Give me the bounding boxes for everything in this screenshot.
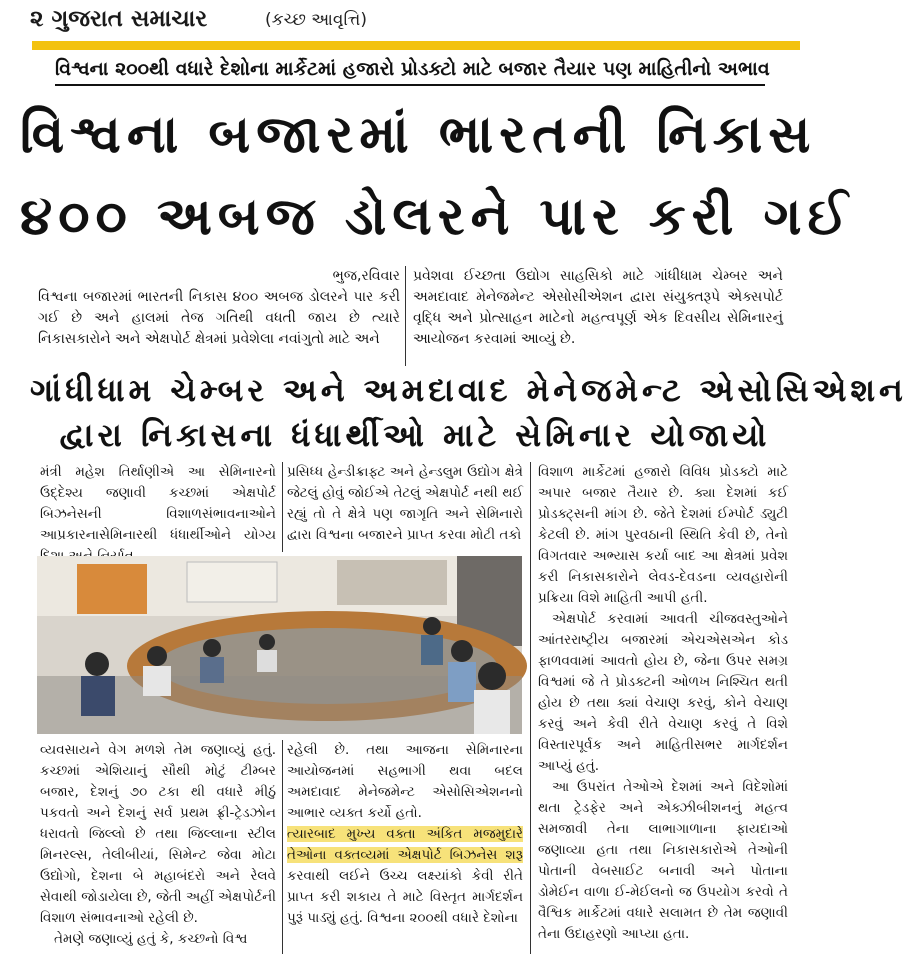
highlighted-text: ત્યારબાદ મુખ્ય વક્તા અંકિત મજમુદારે તેઓના વક્તવ્યમાં એક્ષપોર્ટ બિઝનેસ શરૂ bbox=[287, 826, 523, 863]
page-title: ૨ ગુજરાત સમાચાર bbox=[30, 6, 208, 32]
masthead bbox=[0, 0, 800, 40]
column-divider bbox=[282, 740, 283, 954]
body-col2-top: પ્રસિધ્ધ હેન્ડીક્રાફ્ટ અને હેન્ડલુમ ઉદ્યોગ ક્ષેત્રે જેટલું હોવું જોઈએ તેટલું એક્ષપોર્ટ નથી થઈ રહ્યું તો તે ક્ષેત્રે પણ જાગૃતિ અને સેમિનારો દ્વારા વિશ્વના બજારને પ્રાપ્ત કરવા મોટી તકો bbox=[287, 464, 523, 543]
column-divider bbox=[405, 266, 406, 366]
body-col3 bbox=[538, 462, 788, 954]
dateline: ભુજ,રવિવાર bbox=[332, 268, 400, 284]
seminar-photo bbox=[37, 556, 522, 734]
headline-line-2: ૪૦૦ અબજ ડોલરને પાર કરી ગઈ bbox=[20, 187, 854, 247]
intro-right: પ્રવેશવા ઈચ્છતા ઉદ્યોગ સાહસિકો માટે ગાંધીધામ ચેમ્બર અને અમદાવાદ મેનેજમેન્ટ એસોસીએશન દ્વારા સંયુક્તરૂપે એક્સપોર્ટ વૃદ્ધિ અને પ્રોત્સાહન માટેનો મહત્વપૂર્ણ એક દિવસીય સેમિનારનું આયોજન કરવામાં આવ્યું છે. bbox=[413, 268, 783, 347]
seminar-photo-illustration bbox=[37, 556, 522, 734]
body-col3-para-1: વિશાળ માર્કેટમાં હજારો વિવિધ પ્રોડક્ટો માટે અપાર બજાર તૈયાર છે. ક્યા દેશમાં કઈ પ્રોડક્ટ્સની માંગ છે. જેતે દેશમાં ઈમ્પોર્ટ ડ્યુટી કેટલી છે. માંગ પુરવઠાની સ્થિતિ કેવી છે, તેનો વિગતવાર અભ્યાસ કર્યા બાદ આ ક્ષેત્રમાં પ્રવેશ કરી નિકાસકારોને લેવડ-દેવડના વ્યવહારોની પ્રક્રિયા વિશે માહિતી આપી હતી. bbox=[538, 464, 788, 606]
edition-label: (કચ્છ આવૃત્તિ) bbox=[265, 10, 367, 30]
column-divider bbox=[530, 462, 531, 954]
body-col3-para-2: એક્ષપોર્ટ કરવામાં આવતી ચીજવસ્તુઓને આંતરરાષ્ટ્રીય બજારમાં એચએસએન કોડ ફાળવવામાં આવતો હોય છે, જેના ઉપર સમગ્ર વિશ્વમાં જે તે પ્રોડક્ટની ઓળખ નિશ્ચિત થતી હોય છે તથા ક્યાં વેચાણ કરવું, કોને વેચાણ કરવું અને કેવી રીતે વેચાણ કરવું તે વિશે વિસ્તારપૂર્વક અને માહિતીસભર માર્ગદર્શન આપ્યું હતું. bbox=[538, 611, 788, 774]
body-col1-para-2: તેમણે જણાવ્યું હતું કે, કચ્છનો વિશ્વ bbox=[54, 931, 248, 947]
column-divider bbox=[282, 462, 283, 552]
intro-left-text: વિશ્વના બજારમાં ભારતની નિકાસ ૪૦૦ અબજ ડોલરને પાર કરી ગઈ છે અને હાલમાં તેજ ગતિથી વધતી જાય છે ત્યારે નિકાસકારોને અને એક્ષપોર્ટ ક્ષેત્રમાં પ્રવેશેલા નવાંગુતો માટે અને bbox=[38, 289, 400, 347]
body-col1-para-1: વ્યવસાયને વેગ મળશે તેમ જણાવ્યું હતું. કચ્છમાં એશિયાનું સૌથી મોટું ટીમ્બર બજાર, દેશનું ૭૦ ટકા થી વધારે મીઠું પકવતો અને દેશનું સર્વ પ્રથમ ફ્રી-ટ્રેડઝોન ધરાવતો જિલ્લો છે તથા જિલ્લાના સ્ટીલ મિનરલ્સ, તેલીબીયાં, સિમેન્ટ જેવા મોટા ઉદ્યોગો, દેશના બે મહાબંદરો અને રેલવે સેવાથી જોડાયેલા છે, જેતી અહીં એક્ષપોર્ટની વિશાળ સંભાવનાઓ રહેલી છે. bbox=[40, 742, 276, 926]
body-col2-para-1: રહેલી છે. તથા આજના સેમિનારના આયોજનમાં સહભાગી થવા બદલ અમદાવાદ મેનેજમેન્ટ એસોસિએશનનો આભાર વ્યક્ત કર્યો હતો. bbox=[287, 742, 523, 821]
body-col3-para-3: આ ઉપરાંત તેઓએ દેશમાં અને વિદેશોમાં થતા ટ્રેડફેર અને એક્ઝીબીશનનું મહત્વ સમજાવી તેના લાભાગાળાના ફાયદાઓ જણાવ્યા હતા તથા નિકાસકારોએ તેઓની પોતાની વેબસાઈટ બનાવી અને પોતાના ડોમેઈન વાળા ઈ-મેઈલનો જ ઉપયોગ કરવો તે વૈશ્વિક માર્કેટમાં વધારે સલામત છે તેમ જણાવી તેના ઉદાહરણો આપ્યા હતા. bbox=[538, 779, 788, 942]
subhead-line-1: ગાંધીધામ ચેમ્બર અને અમદાવાદ મેનેજમેન્ટ એસોસિએશન bbox=[30, 371, 907, 409]
subhead-line-2: દ્વારા નિકાસના ધંધાર્થીઓ માટે સેમિનાર યોજાયો bbox=[59, 416, 771, 454]
body-col2-para-2 bbox=[287, 824, 523, 929]
intro-left bbox=[38, 266, 400, 350]
body-col2-para-2-text: કરવાથી લઈને ઉચ્ચ લક્ષ્યાંકો કેવી રીતે પ્રાપ્ત કરી શકાય તે માટે વિસ્તૃત માર્ગદર્શન પુરૂં પાડ્યું હતું. વિશ્વના ૨૦૦થી વધારે દેશોના bbox=[287, 868, 523, 926]
kicker-headline: વિશ્વના ૨૦૦થી વધારે દેશોના માર્કેટમાં હજારો પ્રોડક્ટો માટે બજાર તૈયાર પણ માહિતીનો અભાવ bbox=[55, 58, 765, 86]
body-col2-bottom bbox=[287, 740, 523, 955]
body-col1-top: મંત્રી મહેશ તિર્થાણીએ આ સેમિનારનો ઉદ્દેશ્ય જણાવી કચ્છમાં એક્ષપોર્ટ બિઝનેસની વિશાળસંભાવનાઓને આપ્રકારનાસેમિનારથી ધંધાર્થીઓને યોગ્ય bbox=[40, 464, 276, 543]
body-col1-bottom bbox=[40, 740, 276, 955]
headline-line-1: વિશ્વના બજારમાં ભારતની નિકાસ bbox=[20, 105, 817, 165]
masthead-rule bbox=[32, 41, 800, 50]
